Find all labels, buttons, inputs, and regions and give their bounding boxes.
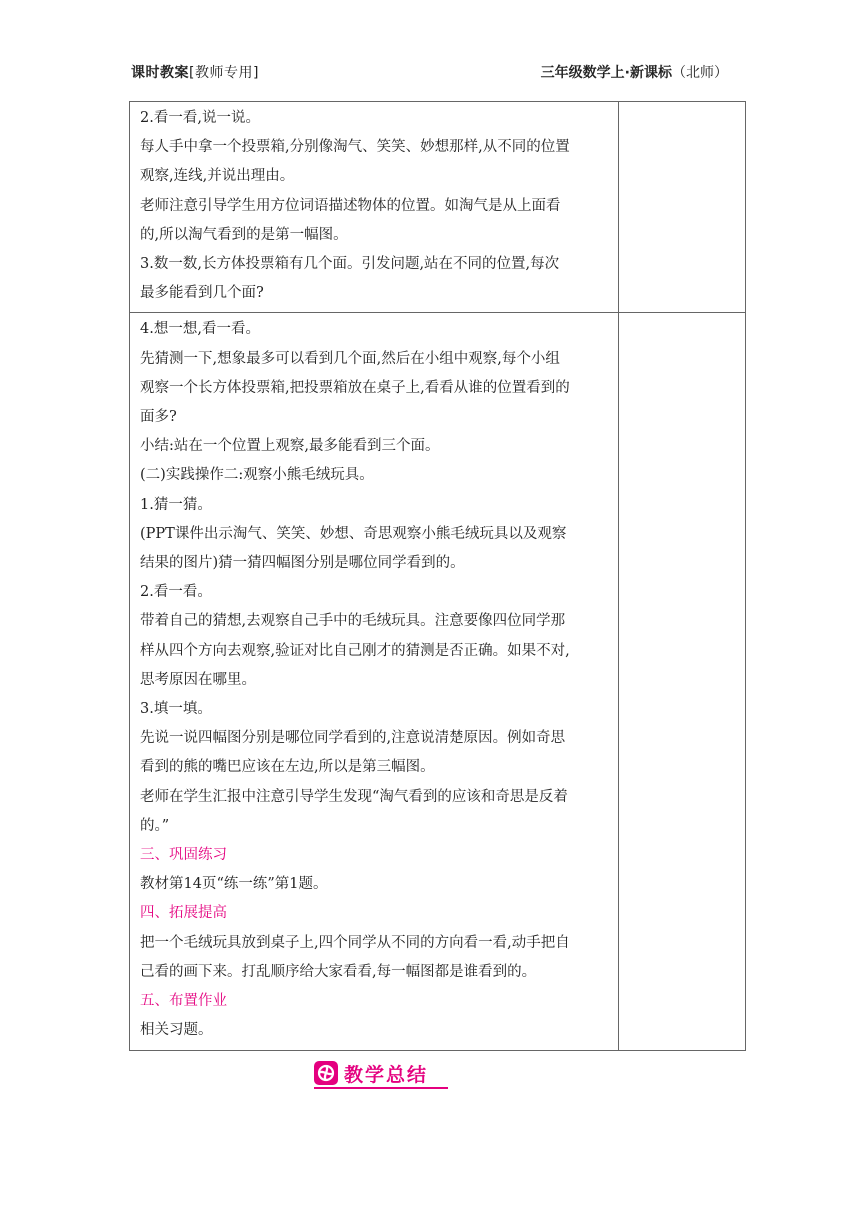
text-line: 己看的画下来。打乱顺序给大家看看,每一幅图都是谁看到的。 bbox=[140, 963, 537, 980]
text-line: 思考原因在哪里。 bbox=[140, 671, 256, 688]
text-line: 老师注意引导学生用方位词语描述物体的位置。如淘气是从上面看 bbox=[140, 197, 561, 214]
text-line: 老师在学生汇报中注意引导学生发现“淘气看到的应该和奇思是反着 bbox=[140, 788, 568, 805]
header-left bbox=[131, 62, 259, 82]
row2-notes-cell bbox=[619, 313, 746, 1050]
table-row bbox=[130, 102, 746, 313]
text-line: 看到的熊的嘴巴应该在左边,所以是第三幅图。 bbox=[140, 759, 435, 776]
row1-notes-cell bbox=[619, 102, 746, 313]
header-left-title: 课时教案 bbox=[131, 65, 189, 81]
text-line: 结果的图片)猜一猜四幅图分别是哪位同学看到的。 bbox=[140, 555, 465, 572]
summary-logo-icon bbox=[314, 1061, 338, 1085]
table-row bbox=[130, 313, 746, 1050]
text-line: 3.填一填。 bbox=[140, 701, 212, 718]
text-line: 教材第14页“练一练”第1题。 bbox=[140, 876, 328, 893]
text-line: 把一个毛绒玩具放到桌子上,四个同学从不同的方向看一看,动手把自 bbox=[140, 934, 570, 951]
text-line: 观察,连线,并说出理由。 bbox=[140, 168, 295, 185]
text-line: 3.数一数,长方体投票箱有几个面。引发问题,站在不同的位置,每次 bbox=[140, 256, 560, 273]
text-line: 4.想一想,看一看。 bbox=[140, 321, 260, 338]
text-line: 2.看一看,说一说。 bbox=[140, 110, 260, 126]
summary-title: 教学总结 bbox=[344, 1064, 429, 1086]
text-line: 面多? bbox=[140, 409, 177, 426]
text-line: 1.猜一猜。 bbox=[140, 496, 212, 513]
text-line: 样从四个方向去观察,验证对比自己刚才的猜测是否正确。如果不对, bbox=[140, 642, 570, 659]
text-line: 带着自己的猜想,去观察自己手中的毛绒玩具。注意要像四位同学那 bbox=[140, 613, 566, 630]
text-line: 先猜测一下,想象最多可以看到几个面,然后在小组中观察,每个小组 bbox=[140, 350, 560, 367]
text-line: (PPT课件出示淘气、笑笑、妙想、奇思观察小熊毛绒玩具以及观察 bbox=[140, 525, 567, 542]
text-line: (二)实践操作二:观察小熊毛绒玩具。 bbox=[140, 467, 374, 484]
summary-underline bbox=[314, 1087, 448, 1089]
lesson-table bbox=[129, 101, 746, 1051]
header-right bbox=[541, 62, 728, 82]
text-line: 每人手中拿一个投票箱,分别像淘气、笑笑、妙想那样,从不同的位置 bbox=[140, 139, 570, 156]
row2-content-cell bbox=[130, 313, 619, 1050]
section-heading: 三、巩固练习 bbox=[140, 847, 227, 864]
text-line: 2.看一看。 bbox=[140, 584, 212, 601]
header-right-title: 三年级数学上·新课标 bbox=[540, 65, 672, 81]
text-line: 小结:站在一个位置上观察,最多能看到三个面。 bbox=[140, 438, 440, 455]
text-line: 最多能看到几个面? bbox=[140, 285, 264, 302]
teaching-summary-heading bbox=[314, 1058, 448, 1088]
text-line: 先说一说四幅图分别是哪位同学看到的,注意说清楚原因。例如奇思 bbox=[140, 730, 566, 747]
header-left-tag: [教师专用] bbox=[189, 65, 259, 81]
text-line: 相关习题。 bbox=[140, 1022, 213, 1039]
header-right-tag: （北师） bbox=[672, 65, 728, 81]
text-line: 的,所以淘气看到的是第一幅图。 bbox=[140, 226, 348, 243]
text-line: 观察一个长方体投票箱,把投票箱放在桌子上,看看从谁的位置看到的 bbox=[140, 379, 570, 396]
row1-content-cell bbox=[130, 102, 619, 313]
text-line: 的。” bbox=[140, 817, 170, 834]
section-heading: 五、布置作业 bbox=[140, 993, 227, 1010]
section-heading: 四、拓展提高 bbox=[140, 905, 227, 922]
